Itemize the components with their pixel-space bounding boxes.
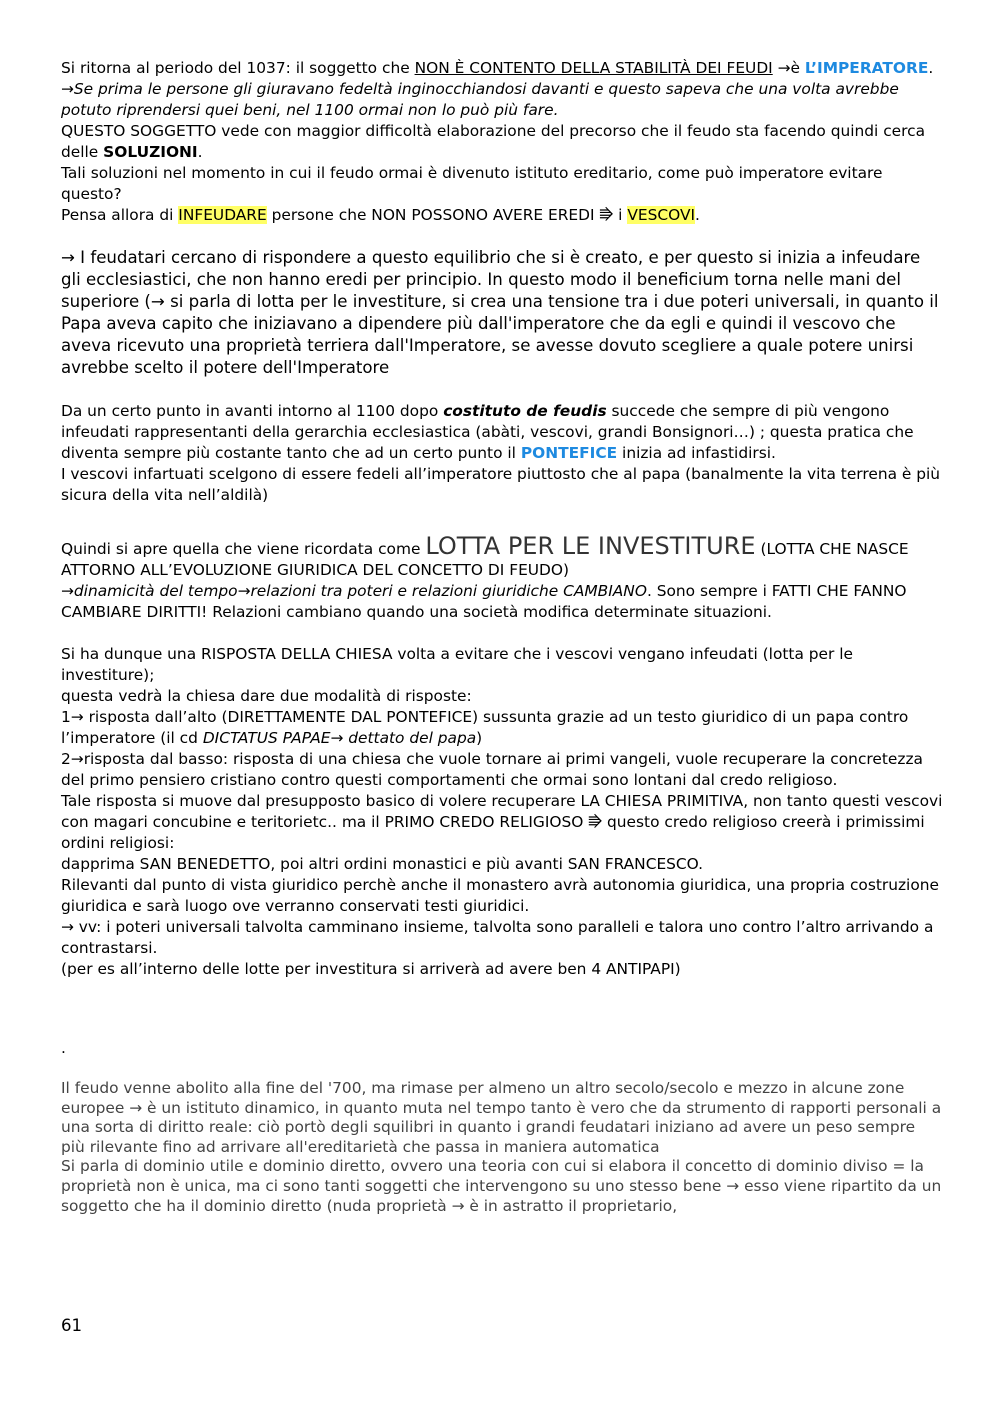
text: 1→ risposta dall’alto (DIRETTAMENTE DAL PONTEFICE) sussunta grazie ad un testo giuridico di un papa contro l’imperatore (il cd xyxy=(61,708,909,747)
paragraph-risposta-alto xyxy=(61,707,943,749)
paragraph-emperor xyxy=(61,58,943,79)
highlight-blue-emperor: L’IMPERATORE xyxy=(804,59,929,77)
paragraph-hereditary-question: Tali soluzioni nel momento in cui il feudo ormai è divenuto istituto ereditario, come può imperatore evitare questo? xyxy=(61,164,883,203)
paragraph-poteri-universali: → vv: i poteri universali talvolta camminano insieme, talvolta sono paralleli e talora uno contro l’altro arrivando a contrastarsi. xyxy=(61,918,934,957)
paragraph-risposta-basso: 2→risposta dal basso: risposta di una chiesa che vuole tornare ai primi vangeli, vuole recuperare la concretezza del primo pensiero cristiano contro questi comportamenti che ormai sono lontani dal credo religioso. xyxy=(61,750,923,789)
text: (LOTTA CHE NASCE ATTORNO ALL’EVOLUZIONE GIURIDICA DEL CONCETTO DI FEUDO) xyxy=(61,540,909,579)
paragraph-feudatari: → I feudatari cercano di rispondere a questo equilibrio che si è creato, e per questo si inizia a infeudare gli ecclesiastici, che non hanno eredi per principio. In questo modo il beneficium torna nelle mani del superiore (→ si parla di lotta per le investiture, si crea una tensione tra i due poteri universali, in quanto il Papa aveva capito che iniziavano a dipendere più dall'imperatore che da egli e quindi il vescovo che aveva ricevuto una proprietà terriera dall'Imperatore, se avesse dovuto scegliere a quale potere unirsi avrebbe scelto il potere dell'Imperatore xyxy=(61,248,939,377)
text: persone che NON POSSONO AVERE EREDI ⭆ i xyxy=(266,206,628,224)
text: . xyxy=(695,206,700,224)
document-page xyxy=(61,58,943,1216)
bold-solutions: SOLUZIONI xyxy=(103,143,198,161)
paragraph-solutions xyxy=(61,121,943,163)
highlight-blue-pontefice: PONTEFICE xyxy=(520,444,618,462)
italic-dictatus-papae: DICTATUS PAPAE→ dettato del papa xyxy=(202,729,477,747)
paragraph-lotta-investiture xyxy=(61,532,943,581)
paragraph-rilevanti: Rilevanti dal punto di vista giuridico perchè anche il monastero avrà autonomia giuridica, una propria costruzione giuridica e sarà luogo ove verranno conservati testi giuridici. xyxy=(61,876,939,915)
paragraph-costituto-de-feudis xyxy=(61,401,943,464)
italic-dinamicita: →dinamicità del tempo→relazioni tra poteri e relazioni giuridiche CAMBIANO xyxy=(61,582,647,600)
paragraph-due-modalita: questa vedrà la chiesa dare due modalità di risposte: xyxy=(61,687,472,705)
large-heading-lotta: LOTTA PER LE INVESTITURE xyxy=(425,532,756,560)
paragraph-ordini: dapprima SAN BENEDETTO, poi altri ordini monastici e più avanti SAN FRANCESCO. xyxy=(61,855,704,873)
bold-italic-costituto: costituto de feudis xyxy=(443,402,607,420)
text: Da un certo punto in avanti intorno al 1100 dopo xyxy=(61,402,444,420)
paragraph-italic-fealty: →Se prima le persone gli giuravano fedeltà inginocchiandosi davanti e questo sapeva che una volta avrebbe potuto riprendersi quei beni, nel 1100 ormai non lo può più fare. xyxy=(61,80,899,119)
text: →è xyxy=(772,59,805,77)
text: Pensa allora di xyxy=(61,206,179,224)
text: . xyxy=(197,143,203,161)
text: . xyxy=(928,59,934,77)
paragraph-antipapi: (per es all’interno delle lotte per investitura si arriverà ad avere ben 4 ANTIPAPI) xyxy=(61,960,681,978)
stray-dot: . xyxy=(61,1039,66,1057)
text: Quindi si apre quella che viene ricordata come xyxy=(61,540,426,558)
paragraph-dinamicita xyxy=(61,581,943,623)
paragraph-feudo-abolito: Il feudo venne abolito alla fine del '700, ma rimase per almeno un altro secolo/secolo e mezzo in alcune zone europee → è un istituto dinamico, in quanto muta nel tempo tanto è vero che da strumento di rapporti personali a una sorta di diritto reale: ciò portò degli squilibri in quanto i grandi feudatari iniziano ad avere un peso sempre più rilevante fino ad arrivare all'ereditarietà che passa in maniera automatica xyxy=(61,1079,942,1156)
paragraph-dominio-diviso: Si parla di dominio utile e dominio diretto, ovvero una teoria con cui si elabora il concetto di dominio diviso = la proprietà non è unica, ma ci sono tanti soggetti che intervengono su uno stesso bene → esso viene ripartito da un soggetto che ha il dominio diretto (nuda proprietà → è in astratto il proprietario, xyxy=(61,1157,942,1215)
text: succede che sempre di più vengono infeudati rappresentanti della gerarchia ecclesiastica (abàti, vescovi, grandi Bonsignori…) ; questa pratica che diventa sempre più costante tanto che ad un certo punto il xyxy=(61,402,914,462)
paragraph-vescovi-fedeli: I vescovi infartuati scelgono di essere fedeli all’imperatore piuttosto che al papa (banalmente la vita terrena è più sicura della vita nell’aldilà) xyxy=(61,465,941,504)
paragraph-chiesa-primitiva: Tale risposta si muove dal presupposto basico di volere recuperare LA CHIESA PRIMITIVA, non tanto questi vescovi con magari concubine e teritorietc.. ma il PRIMO CREDO RELIGIOSO ⭆ questo credo religioso creerà i primissimi ordini religiosi: xyxy=(61,792,943,852)
highlight-infeudare: INFEUDARE xyxy=(178,206,267,224)
text: QUESTO SOGGETTO vede con maggior difficoltà elaborazione del precorso che il feudo sta facendo quindi cerca delle xyxy=(61,122,926,161)
text: Si ritorna al periodo del 1037: il soggetto che xyxy=(61,59,415,77)
paragraph-infeudare xyxy=(61,205,943,226)
text: . Sono sempre i FATTI CHE FANNO CAMBIARE DIRITTI! Relazioni cambiano quando una società modifica determinate situazioni. xyxy=(61,582,907,621)
underlined-text: NON È CONTENTO DELLA STABILITÀ DEI FEUDI xyxy=(414,59,773,77)
text: ) xyxy=(476,729,483,747)
paragraph-risposta-chiesa: Si ha dunque una RISPOSTA DELLA CHIESA volta a evitare che i vescovi vengano infeudati (lotta per le investiture); xyxy=(61,645,853,684)
highlight-vescovi: VESCOVI xyxy=(627,206,696,224)
page-number: 61 xyxy=(61,1316,83,1335)
text: inizia ad infastidirsi. xyxy=(617,444,776,462)
